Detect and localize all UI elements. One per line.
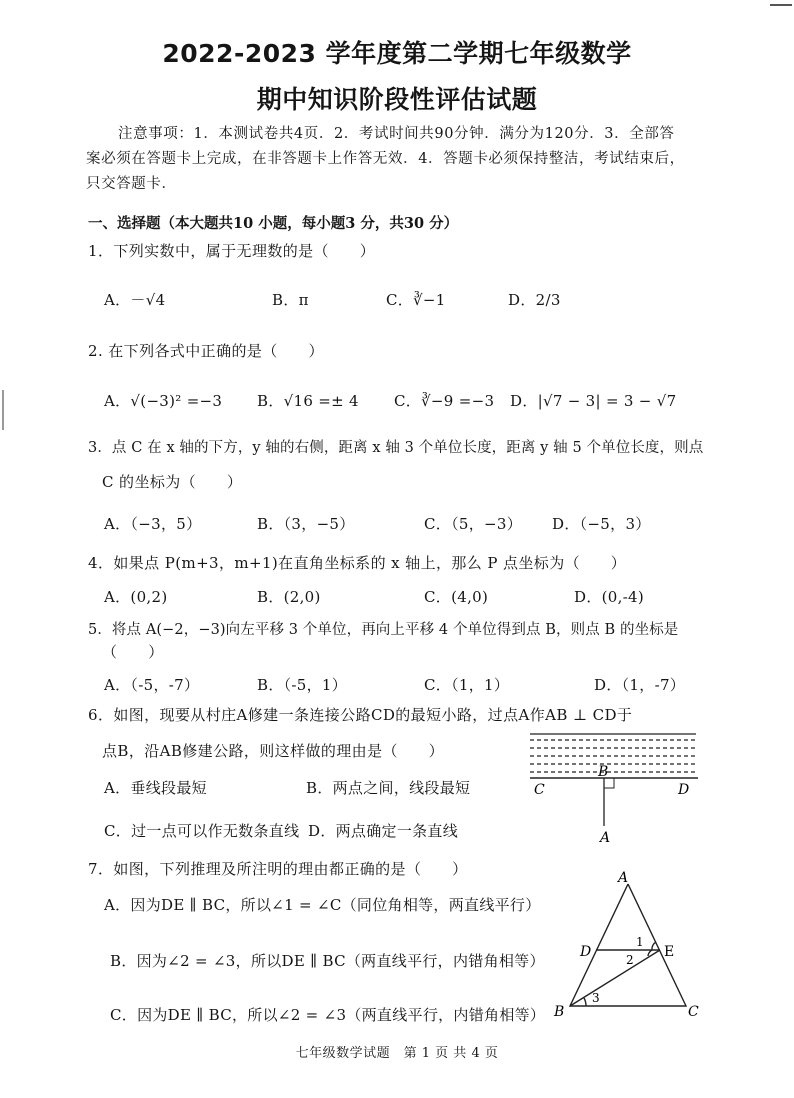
question-3-option-a: A．（−3，5） bbox=[104, 515, 202, 533]
figure6-label-b: B bbox=[598, 764, 609, 780]
question-4-option-a: A．(0,2) bbox=[104, 588, 168, 606]
question-6-stem-line2: 点B，沿AB修建公路，则这样做的理由是（ ） bbox=[102, 742, 445, 760]
question-4-stem: 4．如果点 P(m+3，m+1)在直角坐标系的 x 轴上，那么 P 点坐标为（ ） bbox=[88, 554, 627, 572]
scan-mark bbox=[2, 390, 4, 430]
question-1-option-a: A．－√4 bbox=[104, 291, 166, 309]
title-line1: 2022-2023 学年度第二学期七年级数学 bbox=[162, 39, 632, 68]
question-7-figure bbox=[548, 868, 708, 1026]
question-5-option-b: B．（-5，1） bbox=[257, 676, 348, 694]
question-5-option-d: D．（1，-7） bbox=[594, 676, 686, 694]
question-3-option-d: D．（−5，3） bbox=[552, 515, 651, 533]
figure6-label-d: D bbox=[678, 782, 690, 798]
question-7-option-a: A．因为DE ∥ BC，所以∠1 = ∠C（同位角相等，两直线平行） bbox=[104, 896, 541, 914]
figure6-label-a: A bbox=[600, 830, 611, 846]
question-2-option-b: B．√16 =± 4 bbox=[257, 392, 359, 410]
figure7-angle-3: 3 bbox=[592, 991, 600, 1005]
question-7-option-b: B．因为∠2 = ∠3，所以DE ∥ BC（两直线平行，内错角相等） bbox=[110, 952, 545, 970]
section-heading: 一、选择题（本大题共10 小题，每小题3 分，共30 分） bbox=[88, 215, 459, 232]
question-3-option-b: B．（3，−5） bbox=[257, 515, 355, 533]
figure7-label-c: C bbox=[688, 1004, 699, 1020]
question-2-option-a: A．√(−3)² =−3 bbox=[104, 392, 223, 410]
question-5-stem-line1: 5．将点 A(−2，−3)向左平移 3 个单位，再向上平移 4 个单位得到点 B，则点 B 的坐标是 bbox=[88, 622, 679, 638]
question-6-option-a: A．垂线段最短 bbox=[104, 779, 207, 797]
title-line2: 期中知识阶段性评估试题 bbox=[256, 85, 538, 114]
question-1-option-b: B．π bbox=[272, 291, 309, 309]
question-4-option-d: D．(0,-4) bbox=[574, 588, 645, 606]
question-1-option-d: D．2/3 bbox=[508, 291, 561, 309]
question-3-stem-line1: 3．点 C 在 x 轴的下方，y 轴的右侧，距离 x 轴 3 个单位长度，距离 y 轴 5 个单位长度，则点 bbox=[88, 440, 704, 456]
figure7-angle-2: 2 bbox=[626, 953, 634, 967]
question-5-stem-line2: （ ） bbox=[102, 643, 164, 661]
question-2-stem: 2. 在下列各式中正确的是（ ） bbox=[88, 342, 324, 360]
question-7-stem: 7．如图，下列推理及所注明的理由都正确的是（ ） bbox=[88, 860, 468, 878]
question-7-option-c: C．因为DE ∥ BC，所以∠2 = ∠3（两直线平行，内错角相等） bbox=[110, 1006, 546, 1024]
scan-mark bbox=[770, 4, 792, 6]
question-6-option-b: B．两点之间，线段最短 bbox=[306, 779, 471, 797]
question-1-option-c: C．∛−1 bbox=[386, 291, 446, 309]
notice-line1: 注意事项：1．本测试卷共4页．2．考试时间共90分钟．满分为120分．3．全部答 bbox=[118, 126, 675, 142]
figure7-angle-1: 1 bbox=[636, 935, 644, 949]
question-5-option-a: A．（-5，-7） bbox=[104, 676, 200, 694]
question-6-option-c: C．过一点可以作无数条直线 bbox=[104, 822, 300, 840]
figure7-label-a: A bbox=[618, 870, 629, 886]
question-2-option-d: D．|√7 − 3| = 3 − √7 bbox=[510, 392, 677, 410]
question-4-option-b: B．(2,0) bbox=[257, 588, 321, 606]
notice-line2: 案必须在答题卡上完成，在非答题卡上作答无效．4．答题卡必须保持整洁，考试结束后， bbox=[86, 151, 685, 167]
figure7-label-d: D bbox=[580, 944, 592, 960]
question-3-stem-line2: C 的坐标为（ ） bbox=[102, 473, 243, 491]
question-1-stem: 1．下列实数中，属于无理数的是（ ） bbox=[88, 242, 376, 260]
figure7-label-b: B bbox=[554, 1004, 565, 1020]
question-6-option-d: D．两点确定一条直线 bbox=[308, 822, 459, 840]
notice-line3: 只交答题卡． bbox=[86, 176, 177, 192]
question-6-figure bbox=[526, 728, 702, 848]
question-3-option-c: C．（5，−3） bbox=[424, 515, 523, 533]
question-6-stem-line1: 6．如图，现要从村庄A修建一条连接公路CD的最短小路，过点A作AB ⊥ CD于 bbox=[88, 706, 633, 724]
page-footer: 七年级数学试题 第 1 页 共 4 页 bbox=[295, 1046, 499, 1061]
question-2-option-c: C．∛−9 =−3 bbox=[394, 392, 495, 410]
question-4-option-c: C．(4,0) bbox=[424, 588, 489, 606]
question-5-option-c: C．（1，1） bbox=[424, 676, 510, 694]
figure7-label-e: E bbox=[664, 944, 675, 960]
figure6-label-c: C bbox=[534, 782, 545, 798]
